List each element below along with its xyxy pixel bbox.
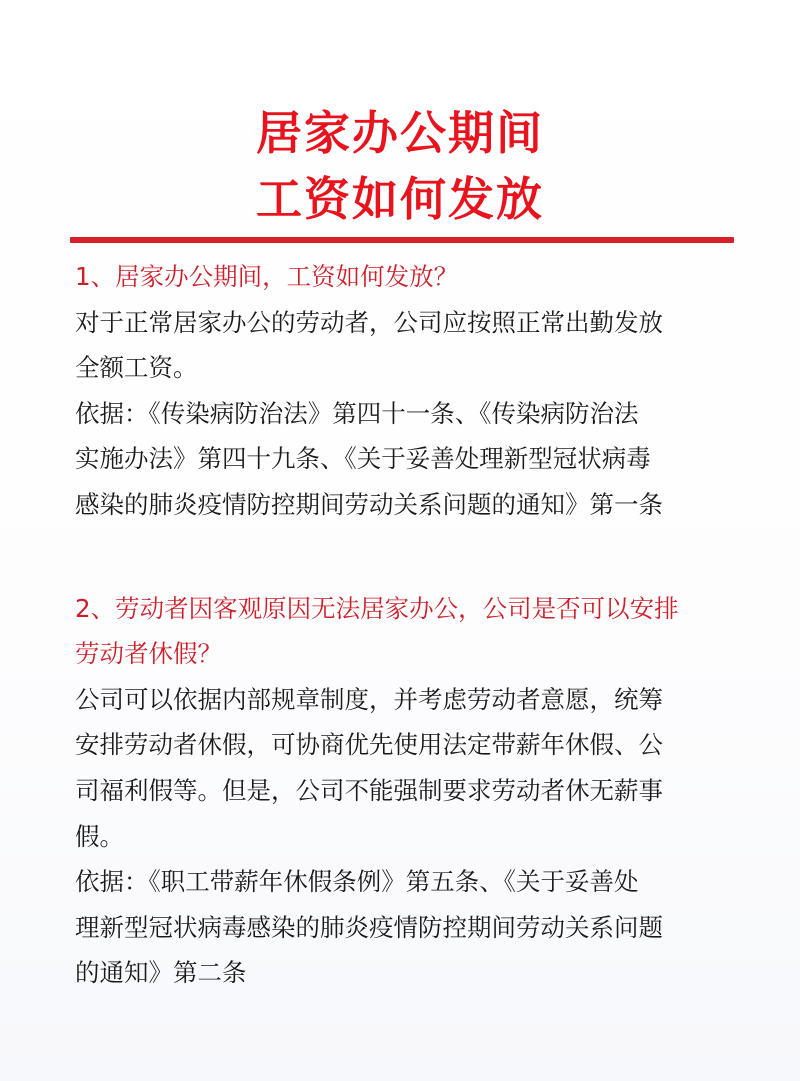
section-1-basis-line: 依据：《传染病防治法》第四十一条、《传染病防治法 [75,398,639,428]
section-1-answer-line: 全额工资。 [75,353,198,383]
section-1 [75,254,740,528]
section-2-question-line: 劳动者休假？ [75,639,222,669]
title-divider [70,237,734,243]
section-2-question-line: 2、劳动者因客观原因无法居家办公，公司是否可以安排 [75,593,679,623]
section-2-answer-line: 安排劳动者休假，可协商优先使用法定带薪年休假、公 [75,730,663,760]
section-1-answer-line: 对于正常居家办公的劳动者，公司应按照正常出勤发放 [75,307,663,337]
article-body [75,254,740,996]
section-2 [75,586,740,996]
title-line-2: 工资如何发放 [256,172,544,226]
section-2-answer-line: 司福利假等。但是，公司不能强制要求劳动者休无薪事 [75,775,663,805]
section-2-answer-line: 假。 [75,821,124,851]
page-title [0,100,800,232]
section-2-answer-line: 公司可以依据内部规章制度，并考虑劳动者意愿，统筹 [75,684,663,714]
section-2-basis-line: 依据：《职工带薪年休假条例》第五条、《关于妥善处 [75,867,639,897]
section-1-question: 1、居家办公期间，工资如何发放？ [75,262,459,291]
section-1-basis-line: 实施办法》第四十九条、《关于妥善处理新型冠状病毒 [75,444,651,474]
section-2-basis-line: 理新型冠状病毒感染的肺炎疫情防控期间劳动关系问题 [75,912,663,942]
section-spacer [75,528,740,586]
section-2-basis-line: 的通知》第二条 [75,958,247,988]
section-1-basis-line: 感染的肺炎疫情防控期间劳动关系问题的通知》第一条 [75,489,663,519]
title-line-1: 居家办公期间 [256,106,544,160]
